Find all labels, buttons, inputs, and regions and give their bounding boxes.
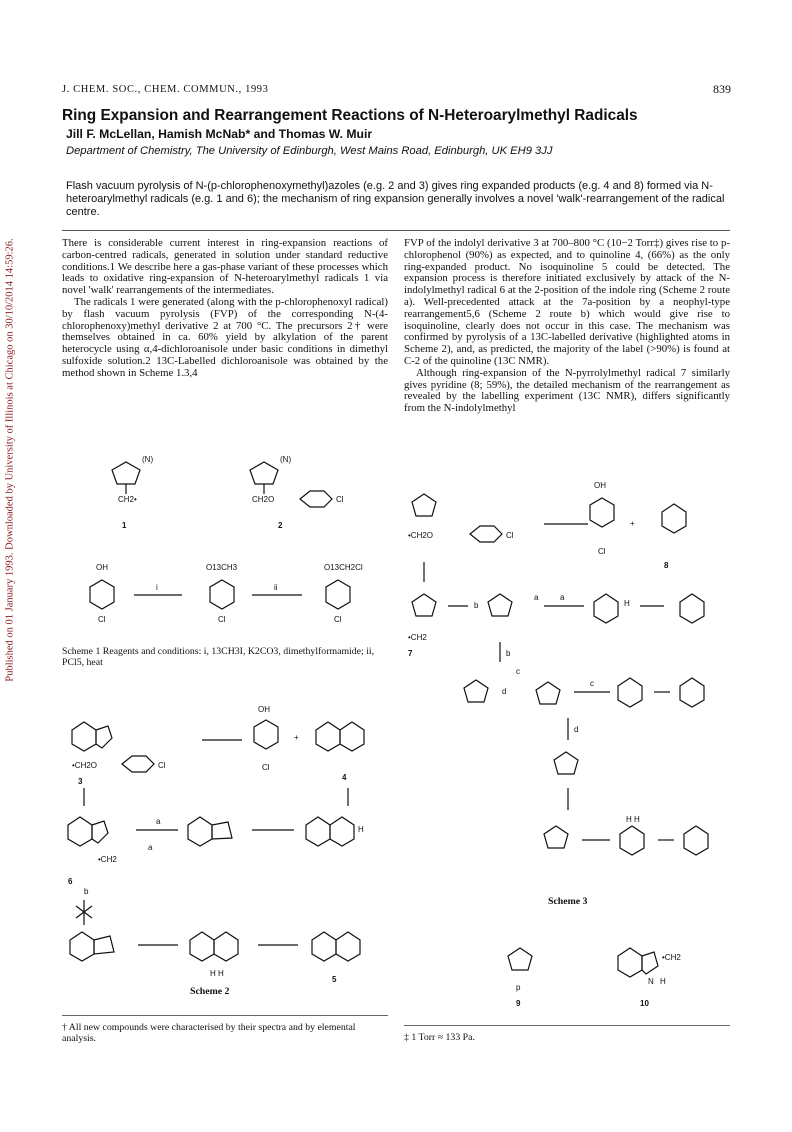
svg-text:N: N	[648, 977, 654, 986]
svg-text:+: +	[294, 733, 299, 742]
compound-2-label: 2	[278, 521, 283, 530]
svg-text:H: H	[358, 825, 364, 834]
scheme-3-label: Scheme 3	[548, 896, 588, 907]
scheme-3	[404, 478, 730, 898]
compound-10-label: 10	[640, 999, 649, 1008]
left-footnote-rule	[62, 1015, 388, 1016]
svg-text:b: b	[474, 601, 479, 610]
scheme-1-caption: Scheme 1 Reagents and conditions: i, 13CH3I, K2CO3, dimethylformamide; ii, PCl5, heat	[62, 646, 375, 668]
compound-8-label: 8	[664, 561, 669, 570]
structures-9-10	[404, 940, 730, 1024]
compound-9-label: 9	[516, 999, 521, 1008]
right-paragraph-2: Although ring-expansion of the N-pyrrolylmethyl radical 7 similarly gives pyridine (8; 59%), the detailed mechanism of the rearrangement as revealed by the labelling experiment (13C NMR), differs significantly from the N-indolylmethyl	[404, 366, 730, 415]
phenol-ring	[90, 580, 114, 609]
oh-label: OH	[96, 563, 108, 572]
article-title: Ring Expansion and Rearrangement Reactions of N-Heteroarylmethyl Radicals	[62, 107, 638, 124]
svg-text:d: d	[502, 687, 507, 696]
anisole-ring	[210, 580, 234, 609]
svg-text:Cl: Cl	[506, 531, 514, 540]
svg-text:H H: H H	[626, 815, 640, 824]
svg-text:OH: OH	[594, 481, 606, 490]
svg-text:p: p	[516, 983, 521, 992]
svg-text:b: b	[84, 887, 89, 896]
svg-text:d: d	[574, 725, 579, 734]
running-head: J. CHEM. SOC., CHEM. COMMUN., 1993	[62, 84, 269, 95]
scheme-1	[62, 562, 382, 642]
left-column	[62, 238, 388, 380]
svg-text:OH: OH	[258, 705, 270, 714]
svg-text:a: a	[534, 593, 539, 602]
left-paragraph-1: There is considerable current interest in ring-expansion reactions of carbon-centred radicals, generated in solution under standard reductive conditions.1 We describe here a gas-phase variant of these processes which leads to oxidative ring-expansion of N-heteroarylmethyl radicals 1 via novel 'walk' rearrangements of the intermediates.	[62, 237, 388, 297]
azole-n-label-2: (N)	[280, 455, 292, 464]
svg-text:a: a	[148, 843, 153, 852]
right-paragraph-1: FVP of the indolyl derivative 3 at 700–800 °C (10−2 Torr‡) gives rise to p-chlorophenol (90%) as expected, and to quinoline 4, (66%) as the only ring-expanded product. No isoquinoline 5 could be detected. The expansion process is therefore initiated exclusively by attack of the N-indolylmethyl radical 6 at the 2-position of the indole ring (Scheme 2 route a). Well-precedented attack at the 7a-position by a neophyl-type rearrangement5,6 (Scheme 2 route b) which would give rise to isoquinoline, clearly does not occur in this case. The mechanism was confirmed by pyrolysis of a 13C-labelled derivative (highlighted atoms in Scheme 2), and, as predicted, the majority of the label (>90%) is found at C-2 of the quinoline (13C NMR).	[404, 237, 730, 367]
svg-text:Cl: Cl	[262, 763, 270, 772]
svg-text:•CH2: •CH2	[98, 855, 117, 864]
spiro-intermediate-b	[70, 932, 114, 961]
compound-7-label: 7	[408, 649, 413, 658]
scheme-2	[62, 700, 392, 990]
indole-precursor-3	[72, 722, 166, 786]
compound-4-label: 4	[342, 773, 347, 782]
right-footnote: ‡ 1 Torr ≈ 133 Pa.	[404, 1032, 475, 1043]
abstract-divider	[62, 230, 730, 231]
svg-text:•CH2O: •CH2O	[72, 761, 98, 770]
chlorophenyl-ring	[300, 491, 332, 507]
isoquinoline-5	[312, 932, 360, 984]
svg-text:•CH2: •CH2	[408, 633, 427, 642]
provenance-sidebar	[0, 210, 21, 710]
chloroanisole-ring	[326, 580, 350, 609]
structure-2	[250, 455, 344, 530]
article-affiliation: Department of Chemistry, The University of Edinburgh, West Mains Road, Edinburgh, UK EH9 3JJ	[66, 145, 553, 157]
provenance-text: Published on 01 January 1993. Downloaded by University of Illinois at Chicago on 30/10/2014 14:59:26.	[4, 238, 16, 682]
cl-label-a: Cl	[98, 615, 106, 624]
svg-text:b: b	[506, 649, 511, 658]
step-i-label: i	[156, 583, 158, 592]
svg-text:H: H	[624, 599, 630, 608]
left-paragraph-2: The radicals 1 were generated (along with the p-chlorophenoxyl radical) by flash vacuum pyrolysis (FVP) of the corresponding N-(4-chlorophenoxy)methyl derivative 2 at 700 °C. The precursors 2† were themselves obtained in ca. 60% yield by alkylation of the parent heterocycle using α,4-dichloroanisole under basic conditions in dimethyl sulfoxide solution.2 13C-Labelled dichloroanisole was obtained by the method shown in Scheme 1.3,4	[62, 295, 388, 379]
azole-n-label: (N)	[142, 455, 154, 464]
right-column	[404, 238, 730, 415]
ch2o-label: CH2O	[252, 495, 275, 504]
o13ch3-label: O13CH3	[206, 563, 238, 572]
scheme-2-label: Scheme 2	[190, 986, 230, 997]
pyrrole-ring-2	[250, 462, 278, 484]
structure-1	[112, 455, 153, 530]
compound-1-label: 1	[122, 521, 127, 530]
svg-text:Cl: Cl	[598, 547, 606, 556]
svg-text:•CH2: •CH2	[662, 953, 681, 962]
compound-3-label: 3	[78, 777, 83, 786]
ch2-radical-label: CH2•	[118, 495, 137, 504]
compound-6-label: 6	[68, 877, 73, 886]
radical-6	[68, 817, 153, 896]
svg-text:a: a	[560, 593, 565, 602]
svg-text:Cl: Cl	[158, 761, 166, 770]
svg-text:H H: H H	[210, 969, 224, 978]
svg-text:+: +	[630, 519, 635, 528]
svg-text:c: c	[516, 667, 520, 676]
article-abstract: Flash vacuum pyrolysis of N-(p-chlorophenoxymethyl)azoles (e.g. 2 and 3) gives ring expanded products (e.g. 4 and 8) formed via N-heteroarylmethyl radicals (e.g. 1 and 6); the mechanism of ring expansion generally involves a novel 'walk'-rearrangement of the radical centre.	[66, 180, 725, 218]
quinoline-4	[316, 722, 364, 782]
structure-10	[618, 948, 681, 1008]
compound-5-label: 5	[332, 975, 337, 984]
article-authors: Jill F. McLellan, Hamish McNab* and Thomas W. Muir	[66, 127, 373, 141]
cl-label: Cl	[336, 495, 344, 504]
right-footnote-rule	[404, 1025, 730, 1026]
svg-text:•CH2O: •CH2O	[408, 531, 434, 540]
structure-9	[508, 948, 532, 1008]
svg-text:c: c	[590, 679, 594, 688]
left-footnote: † All new compounds were characterised by their spectra and by elemental analysis.	[62, 1022, 356, 1044]
svg-text:a: a	[156, 817, 161, 826]
step-ii-label: ii	[274, 583, 278, 592]
pyrrole-ring-1	[112, 462, 140, 484]
o13ch2cl-label: O13CH2Cl	[324, 563, 363, 572]
svg-text:H: H	[660, 977, 666, 986]
cl-label-c: Cl	[334, 615, 342, 624]
page-number: 839	[713, 82, 731, 96]
cl-label-b: Cl	[218, 615, 226, 624]
structures-1-2	[62, 440, 382, 540]
